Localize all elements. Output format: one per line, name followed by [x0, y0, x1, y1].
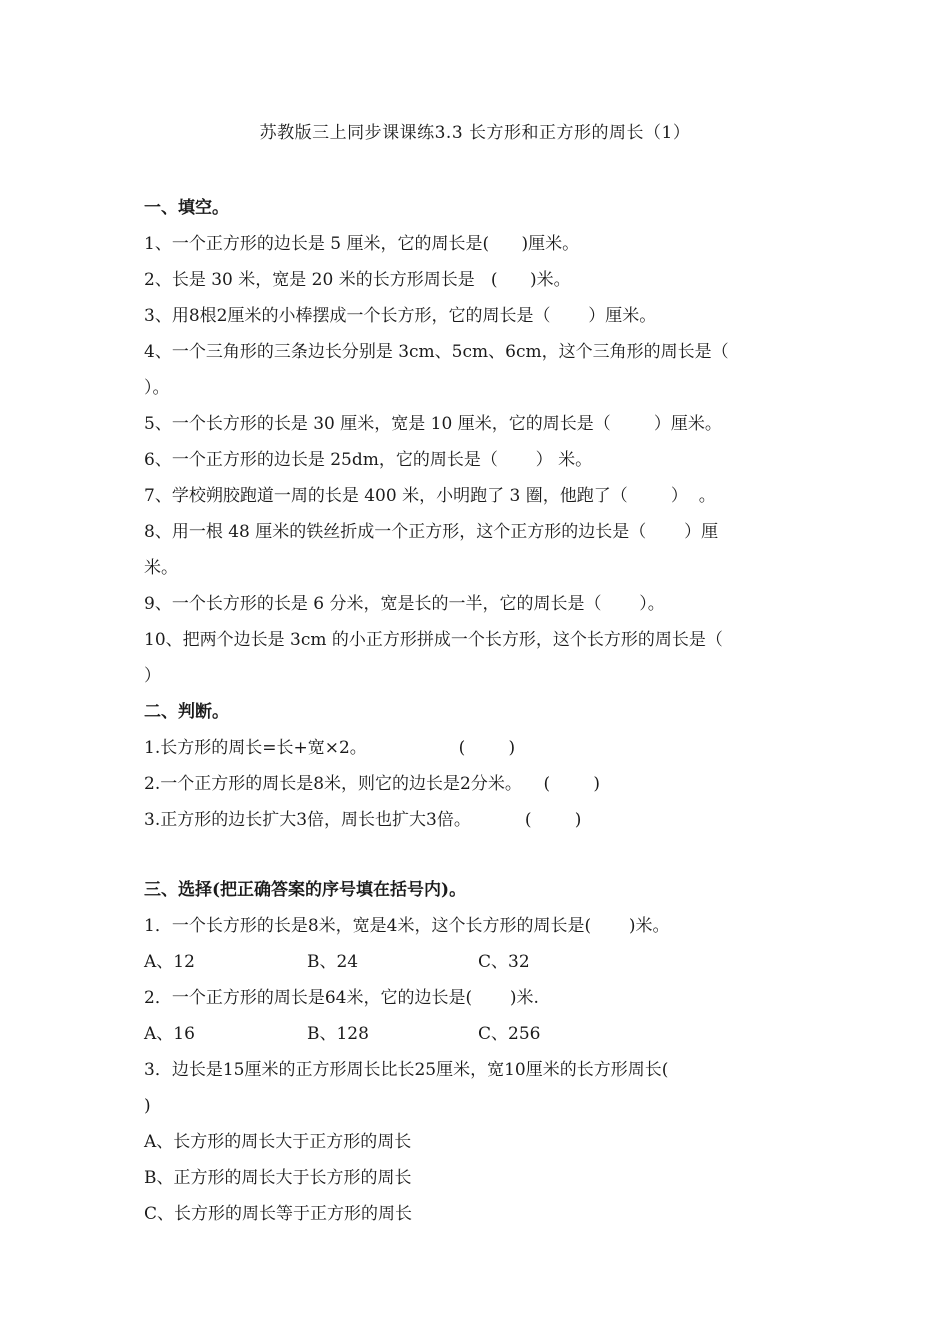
- choice-question-3: 3．边长是15厘米的正方形周长比长25厘米，宽10厘米的长方形周长(: [144, 1060, 669, 1080]
- choice-question-1: 1．一个长方形的长是8米，宽是4米，这个长方形的周长是( )米。: [144, 916, 670, 936]
- choice-1-option-a: A、12: [144, 952, 195, 972]
- page-title: 苏教版三上同步课课练3.3 长方形和正方形的周长（1）: [259, 123, 691, 143]
- fill-question-10-cont: ）: [144, 666, 161, 686]
- fill-question-6: 6、一个正方形的边长是 25dm，它的周长是（ ） 米。: [144, 450, 593, 470]
- choice-2-option-a: A、16: [144, 1024, 195, 1044]
- judge-question-1: 1.长方形的周长=长+宽×2。 ( ): [144, 738, 516, 758]
- fill-question-10: 10、把两个边长是 3cm 的小正方形拼成一个长方形，这个长方形的周长是（: [144, 630, 723, 650]
- fill-question-2: 2、长是 30 米，宽是 20 米的长方形周长是 ( )米。: [144, 270, 571, 290]
- choice-2-option-c: C、256: [478, 1024, 541, 1044]
- section-spacer: [144, 838, 808, 872]
- section-heading-fill-blank: 一、填空。: [144, 198, 229, 218]
- section-heading-judge: 二、判断。: [144, 702, 229, 722]
- choice-1-option-c: C、32: [478, 952, 530, 972]
- choice-question-3-cont: ): [144, 1096, 151, 1116]
- choice-1-option-b: B、24: [307, 952, 359, 972]
- choice-2-options: [144, 1016, 808, 1052]
- choice-question-2: 2．一个正方形的周长是64米，它的边长是( )米.: [144, 988, 539, 1008]
- worksheet-content: [144, 190, 808, 1232]
- choice-3-option-b: B、正方形的周长大于长方形的周长: [144, 1168, 412, 1188]
- fill-question-4-cont: ）。: [144, 378, 170, 398]
- choice-3-option-a: A、长方形的周长大于正方形的周长: [144, 1132, 412, 1152]
- fill-question-1: 1、一个正方形的边长是 5 厘米，它的周长是( )厘米。: [144, 234, 580, 254]
- fill-question-8-cont: 米。: [144, 558, 178, 578]
- section-heading-choice: 三、选择(把正确答案的序号填在括号内)。: [144, 880, 467, 900]
- choice-1-options: [144, 944, 808, 980]
- judge-question-2: 2.一个正方形的周长是8米，则它的边长是2分米。 ( ): [144, 774, 600, 794]
- fill-question-5: 5、一个长方形的长是 30 厘米，宽是 10 厘米，它的周长是（ ）厘米。: [144, 414, 722, 434]
- choice-2-option-b: B、128: [307, 1024, 369, 1044]
- choice-3-option-c: C、长方形的周长等于正方形的周长: [144, 1204, 413, 1224]
- fill-question-7: 7、学校朔胶跑道一周的长是 400 米，小明跑了 3 圈，他跑了（ ） 。: [144, 486, 716, 506]
- fill-question-8: 8、用一根 48 厘米的铁丝折成一个正方形，这个正方形的边长是（ ）厘: [144, 522, 719, 542]
- fill-question-9: 9、一个长方形的长是 6 分米，宽是长的一半，它的周长是（ ）。: [144, 594, 665, 614]
- judge-question-3: 3.正方形的边长扩大3倍，周长也扩大3倍。 ( ): [144, 810, 582, 830]
- fill-question-3: 3、用8根2厘米的小棒摆成一个长方形，它的周长是（ ）厘米。: [144, 306, 657, 326]
- fill-question-4: 4、一个三角形的三条边长分别是 3cm、5cm、6cm，这个三角形的周长是（: [144, 342, 729, 362]
